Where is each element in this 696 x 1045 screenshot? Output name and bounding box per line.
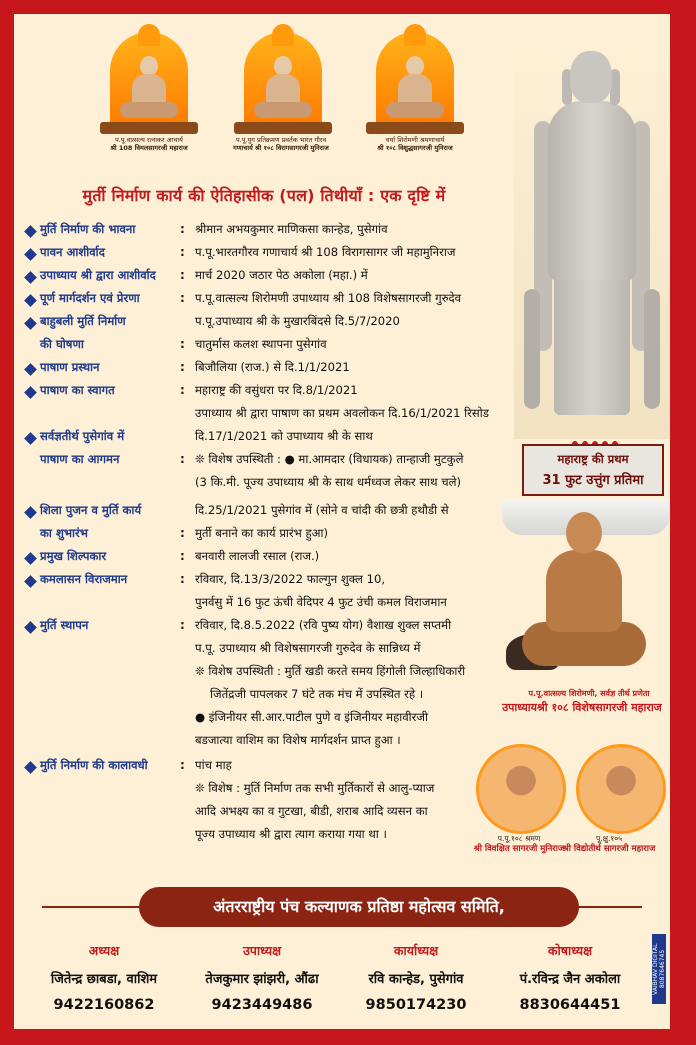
caption-line: श्री विवक्षित सागरजी मुनिराज xyxy=(473,844,565,854)
office-phone: 9423449486 xyxy=(211,997,313,1013)
row-value: ● इंजिनीयर सी.आर.पाटील पुणे व इंजिनीयर महावीरजी xyxy=(195,710,429,724)
office-title: कोषाध्यक्ष xyxy=(547,943,593,958)
row-value: प.पू.उपाध्याय श्री के मुखारबिंदसे दि.5/7/2020 xyxy=(195,314,400,328)
row-value: महाराष्ट्र की वसुंधरा पर दि.8/1/2021 xyxy=(195,383,358,397)
committee-president xyxy=(24,942,184,1013)
committee-banner: अंतरराष्ट्रीय पंच कल्याणक प्रतिष्ठा महोत्सव समिति, xyxy=(139,887,579,927)
muni-vidyotirth-portrait xyxy=(576,744,666,834)
row-value: प.पू. उपाध्याय श्री विशेषसागरजी गुरुदेव के सान्निध्य में xyxy=(195,641,421,655)
caption-line: प.पू.१०८ श्रमण xyxy=(497,834,541,843)
row-label: पूर्ण मार्गदर्शन एवं प्रेरणा xyxy=(40,291,140,305)
portrait-vimalsagar xyxy=(100,32,198,142)
row-value: दि.25/1/2021 पुसेगांव में (सोने व चांदी की छत्री हथौडी से xyxy=(195,503,449,517)
row-value: (3 कि.मी. पूज्य उपाध्याय श्री के साथ धर्मध्वज लेकर साथ चले) xyxy=(195,475,461,489)
row-label: सर्वज्ञतीर्थ पुसेगांव में xyxy=(40,429,125,443)
row-label: प्रमुख शिल्पकार xyxy=(40,549,107,563)
portrait-vishuddhasagar xyxy=(366,32,464,142)
committee-treasurer xyxy=(490,942,650,1013)
row-label: का शुभारंभ xyxy=(40,526,88,540)
office-phone: 9850174230 xyxy=(365,997,467,1013)
office-phone: 8830644451 xyxy=(519,997,621,1013)
row-value: ❊ विशेष उपस्थिती : मुर्ति खडी करते समय हिंगोली जिल्हाधिकारी xyxy=(195,664,466,678)
row-value: पुनर्वसु में 16 फुट ऊंची वेदिपर 4 फुट उंची कमल विराजमान xyxy=(195,595,447,609)
upadhyay-caption-2: उपाध्यायश्री १०८ विशेषसागरजी महाराज xyxy=(502,701,662,714)
caption-line: चर्या शिरोमणी श्रमणाचार्य xyxy=(385,136,445,144)
row-label: मुर्ति स्थापन xyxy=(40,618,89,632)
caption-line: प.पू.युग प्रतिक्रमण प्रवर्तक भारत गौरव xyxy=(235,136,327,144)
row-value: जितेंद्रजी पापलकर 7 घंटे तक मंच में उपस्थित रहे । xyxy=(210,687,424,701)
row-label: पाषाण का स्वागत xyxy=(40,383,115,397)
row-value: पूज्य उपाध्याय श्री द्वारा त्याग कराया गया था । xyxy=(195,827,387,841)
row-label: पाषाण प्रस्थान xyxy=(40,360,100,374)
row-value: दि.17/1/2021 को उपाध्याय श्री के साथ xyxy=(195,429,373,443)
statue-plaque xyxy=(522,444,664,496)
row-value: बिजौलिया (राज.) से दि.1/1/2021 xyxy=(195,360,350,374)
caption-line: श्री १०८ विशुद्धसागरजी मुनिराज xyxy=(377,144,453,152)
row-value: रविवार, दि.8.5.2022 (रवि पुष्य योग) वैशाख शुक्ल सप्तमी xyxy=(195,618,452,632)
row-label: बाहुबली मुर्ति निर्माण xyxy=(40,314,126,328)
row-value: मार्च 2020 जठार पेठ अकोला (महा.) में xyxy=(195,268,368,282)
row-value: रविवार, दि.13/3/2022 फाल्गुन शुक्ल 10, xyxy=(195,572,386,586)
row-label: कमलासन विराजमान xyxy=(40,572,128,586)
row-label: मुर्ति निर्माण की कालावधी xyxy=(40,758,148,772)
upadhyay-portrait xyxy=(494,504,670,704)
row-value: चातुर्मास कलश स्थापना पुसेगांव xyxy=(195,337,327,351)
plaque-line-1: महाराष्ट्र की प्रथम xyxy=(557,452,629,466)
row-value: बनवारी लालजी रसाल (राज.) xyxy=(195,549,320,563)
office-title: कार्याध्यक्ष xyxy=(393,943,439,958)
row-value: पांच माह xyxy=(195,758,232,772)
caption-line: गणाचार्य श्री १०८ विरागसागरजी मुनिराज xyxy=(233,144,329,152)
caption-line: प.पू.वात्सल्य रत्नाकर आचार्य xyxy=(115,136,183,144)
bahubali-statue xyxy=(514,39,670,439)
row-value: ❊ विशेष : मुर्ति निर्माण तक सभी मुर्तिकारों से आलु-प्याज xyxy=(195,781,435,795)
caption-line: श्री 108 विमलसागरजी महाराज xyxy=(110,144,188,152)
office-title: उपाध्यक्ष xyxy=(242,943,282,958)
row-label: मुर्ति निर्माण की भावना xyxy=(40,222,136,236)
portrait-caption-2 xyxy=(226,136,336,152)
committee-vice-president xyxy=(182,942,342,1013)
caption-line: पू.क्षु.१०५ xyxy=(595,834,623,843)
row-label: उपाध्याय श्री द्वारा आशीर्वाद xyxy=(40,268,156,282)
row-value: आदि अभक्ष्य का व गुटखा, बीडी, शराब आदि व्यसन का xyxy=(195,804,428,818)
printer-credit: VAIBHAV DIGITAL 8087646745 xyxy=(652,934,666,1004)
row-value: श्रीमान अभयकुमार माणिकसा कान्हेड, पुसेगांव xyxy=(195,222,388,236)
row-label: पाषाण का आगमन xyxy=(40,452,120,466)
upadhyay-caption-1: प.पू.वात्सल्य शिरोमणी, सर्वज्ञ तीर्थ प्रणेता xyxy=(528,689,650,698)
row-value: उपाध्याय श्री द्वारा पाषाण का प्रथम अवलोकन दि.16/1/2021 रिसोड xyxy=(195,406,489,420)
plaque-line-2: 31 फुट उत्तुंग प्रतिमा xyxy=(542,473,644,488)
portrait-viragsagar xyxy=(234,32,332,142)
muni-vivakshit-portrait xyxy=(476,744,566,834)
muni-vidyotirth-caption xyxy=(544,834,670,854)
row-value: प.पू.भारतगौरव गणाचार्य श्री 108 विरागसागर जी महामुनिराज xyxy=(195,245,456,259)
office-title: अध्यक्ष xyxy=(88,943,120,958)
poster-body: प.पू.वात्सल्य रत्नाकर आचार्य श्री 108 विमलसागरजी महाराज प.पू.युग प्रतिक्रमण प्रवर्तक भारत गौरव गणाचार्य श्री १०८ विरागसागरजी मुनिराज चर्या शिरोमणी श्रमणाचार्य श्री १०८ विशुद्धसागरजी मुनिराज महाराष्ट्र की प्रथम 31 फुट उत्तुंग प्रतिमा मुर्ती निर्माण कार्य की ऐतिहासीक (पल) तिथीयाँ : एक दृष्टि में मुर्ति निर्माण की भावना : श्रीमान अभयकुमार माणिकसा कान्हेड, पुसेगांव पावन आशीर्वाद : प.पू.भारतगौरव गणाचार्य श्री 108 विरागसागर जी महामुनिराज उपाध्याय श्री द्वारा आशीर्वाद : मार्च 2020 जठार पेठ अकोला (महा.) में पूर्ण मार्गदर्शन एवं प्रेरणा : प.पू.वात्सल्य शिरोमणी उपाध्याय श्री 108 विशेषसागरजी गुरुदेव बाहुबली मुर्ति निर्माण प.पू.उपाध्याय श्री के मुखारबिंदसे दि.5/7/2020 की घोषणा : चातुर्मास कलश स्थापना पुसेगांव पाषाण प्रस्थान : बिजौलिया (राज.) से दि.1/1/2021 पाषाण का स्वागत : महाराष्ट्र की वसुंधरा पर दि.8/1/2021 उपाध्याय श्री द्वारा पाषाण का प्रथम अवलोकन दि.16/1/2021 रिसोड सर्वज्ञतीर्थ पुसेगांव में दि.17/1/2021 को उपाध्याय श्री के साथ पाषाण का आगमन : ❊ विशेष उपस्थिती : ● मा.आमदार (विधायक) तान्हाजी मुटकुले (3 कि.मी. पूज्य उपाध्याय श्री के साथ धर्मध्वज लेकर साथ चले) शिला पुजन व मुर्ति कार्य दि.25/1/2021 पुसेगांव में (सोने व चांदी की छत्री हथौडी से का शुभारंभ : मुर्ती बनाने का कार्य प्रारंभ हुआ) प्रमुख शिल्पकार : बनवारी लालजी रसाल (राज.) कमलासन विराजमान : रविवार, दि.13/3/2022 फाल्गुन शुक्ल 10, पुनर्वसु में 16 फुट ऊंची वेदिपर 4 फुट उंची कमल विराजमान मुर्ति स्थापन : रविवार, दि.8.5.2022 (रवि पुष्य योग) वैशाख शुक्ल सप्तमी प.पू. उपाध्याय श्री विशेषसागरजी गुरुदेव के सान्निध्य में ❊ विशेष उपस्थिती : मुर्ति खडी करते समय हिंगोली जिल्हाधिकारी जितेंद्रजी पापलकर 7 घंटे तक मंच में उपस्थित रहे । ● इंजिनीयर सी.आर.पाटील पुणे व इंजिनीयर महावीरजी बडजात्या वाशिम का विशेष मार्गदर्शन प्राप्त हुआ । मुर्ति निर्माण की कालावधी : पांच माह ❊ विशेष : मुर्ति निर्माण तक सभी मुर्तिकारों से आलु-प्याज आदि अभक्ष्य का व गुटखा, बीडी, शराब आदि व्यसन का पूज्य उपाध्याय श्री द्वारा त्याग कराया गया था । प.पू.वात्सल्य शिरोमणी, सर्वज्ञ तीर्थ प्रणेता उपाध्यायश्री १०८ विशेषसागरजी महाराज प.पू.१०८ श्रमण श्री विवक्षित सागरजी मुनिराज पू.क्षु.१०५ श्री विद्योतीर्थ सागरजी महाराज अंतरराष्ट्रीय पंच कल्याणक प्रतिष्ठा महोत्सव समिति, अध्यक्ष जितेन्द्र छाबडा, वाशिम 9422160862 उपाध्यक्ष तेजकुमार झांझरी, औंढा 9423449486 कार्याध्यक्ष रवि कान्हेड, पुसेगांव 9850174230 कोषाध्यक्ष पं.रविन्द्र जैन अकोला 8830644451 VAIBHAV DIGITAL 8087646745 xyxy=(14,14,670,1029)
caption-line: श्री विद्योतीर्थ सागरजी महाराज xyxy=(562,844,656,854)
office-name: पं.रविन्द्र जैन अकोला xyxy=(519,972,621,987)
office-phone: 9422160862 xyxy=(53,997,155,1013)
row-value: मुर्ती बनाने का कार्य प्रारंभ हुआ) xyxy=(195,526,329,540)
row-label: की घोषणा xyxy=(40,337,84,351)
row-label: शिला पुजन व मुर्ति कार्य xyxy=(40,503,142,517)
office-name: जितेन्द्र छाबडा, वाशिम xyxy=(50,972,158,987)
portrait-caption-3 xyxy=(360,136,470,152)
row-value: बडजात्या वाशिम का विशेष मार्गदर्शन प्राप्त हुआ । xyxy=(195,733,401,747)
office-name: तेजकुमार झांझरी, औंढा xyxy=(205,972,319,987)
office-name: रवि कान्हेड, पुसेगांव xyxy=(368,972,464,987)
committee-working-president xyxy=(336,942,496,1013)
row-value: प.पू.वात्सल्य शिरोमणी उपाध्याय श्री 108 विशेषसागरजी गुरुदेव xyxy=(195,291,462,305)
row-value: ❊ विशेष उपस्थिती : ● मा.आमदार (विधायक) तान्हाजी मुटकुले xyxy=(195,452,464,466)
row-label: पावन आशीर्वाद xyxy=(40,245,105,259)
page-title: मुर्ती निर्माण कार्य की ऐतिहासीक (पल) तिथीयाँ : एक दृष्टि में xyxy=(82,186,446,205)
portrait-caption-1 xyxy=(94,136,204,152)
